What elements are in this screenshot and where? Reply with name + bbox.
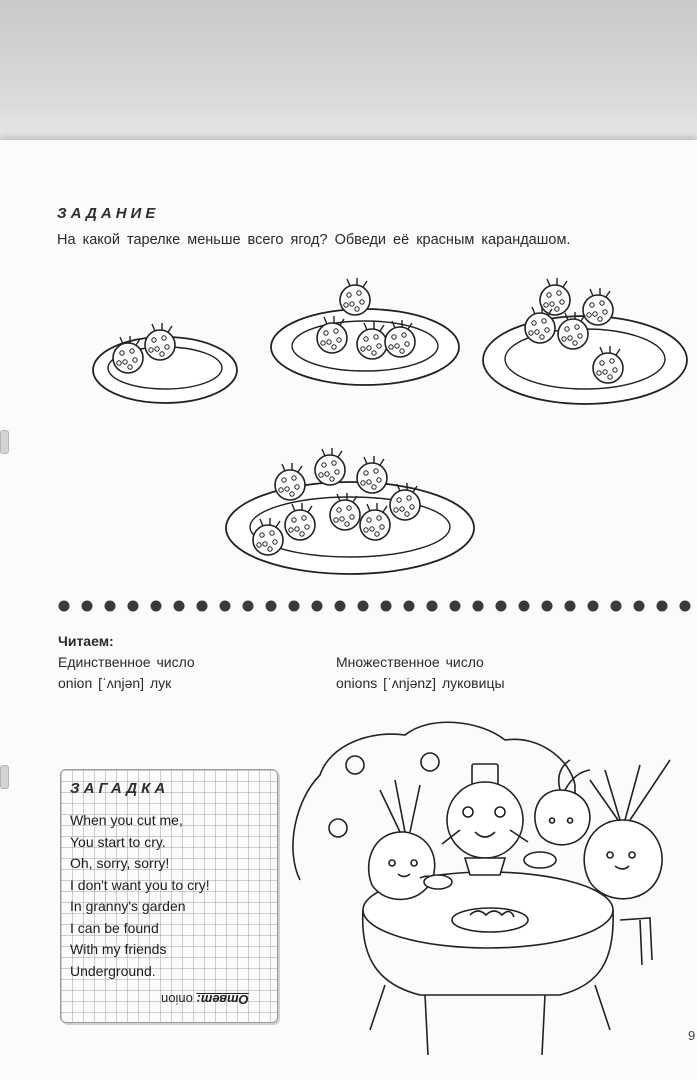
- plate-2: [271, 278, 459, 385]
- riddle-line: I can be found: [70, 919, 159, 936]
- riddle-box: [60, 769, 278, 1023]
- singular-title: Единственное число: [58, 654, 195, 670]
- plural-column: [336, 652, 505, 694]
- plate-1: [93, 323, 237, 403]
- task-heading: ЗАДАНИЕ: [57, 205, 160, 222]
- riddle-line: Oh, sorry, sorry!: [70, 855, 170, 871]
- onion-tea-party-illustration: [293, 722, 670, 1055]
- singular-word: onion [ˈʌnjən] лук: [58, 675, 172, 691]
- riddle-line: Underground.: [70, 962, 156, 979]
- plural-title: Множественное число: [336, 654, 484, 670]
- answer-text: onion: [161, 992, 193, 1007]
- riddle-answer-upside-down: [161, 992, 249, 1007]
- riddle-title: ЗАГАДКА: [70, 780, 170, 797]
- answer-label: Ответ:: [196, 992, 249, 1007]
- task-instruction: На какой тарелке меньше всего ягод? Обведи её красным карандашом.: [57, 232, 571, 248]
- plural-word: onions [ˈʌnjənz] луковицы: [336, 675, 505, 691]
- riddle-line: When you cut me,: [70, 812, 183, 828]
- riddle-text: [70, 810, 210, 982]
- riddle-line: In granny's garden: [70, 898, 186, 914]
- reading-label: Читаем:: [58, 633, 114, 649]
- page-number: 9: [688, 1028, 696, 1043]
- singular-column: [58, 652, 195, 694]
- riddle-line: With my friends: [70, 941, 167, 957]
- dotted-divider: [58, 598, 697, 614]
- riddle-line: You start to cry.: [70, 833, 166, 850]
- riddle-line: I don't want you to cry!: [70, 876, 210, 893]
- plate-3: [483, 278, 687, 404]
- plate-4: [226, 448, 474, 574]
